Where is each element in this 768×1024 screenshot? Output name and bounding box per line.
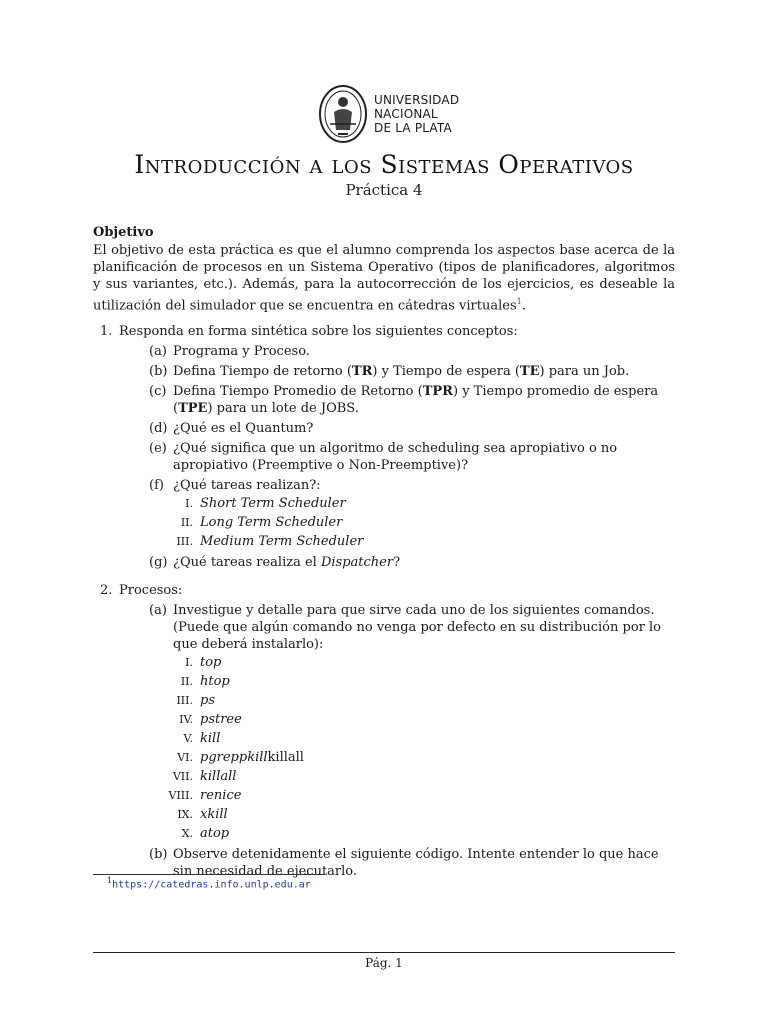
exercise-number: 2. [100,583,113,599]
roman-number: VII. [172,770,193,784]
objective-heading: Objetivo [93,225,154,240]
subitem-text-pre: Defina Tiempo Promedio de Retorno ( [173,384,423,400]
page-footer-divider [93,952,675,953]
term-dispatcher: Dispatcher [320,555,394,571]
subitem-1f [119,477,675,551]
exercise-number: 1. [100,324,113,340]
objective-paragraph [93,242,675,314]
exercise-text: Procesos: [119,583,183,599]
roman-number: II. [180,516,193,530]
footnote-link[interactable]: https://catedras.info.unlp.edu.ar [112,879,311,891]
objective-text: El objetivo de esta práctica es que el alumno comprenda los aspectos base acerca de la planificación de procesos en un Sistema Operativo (tipos de planificadores, algoritmos y sus variantes, etc.). Además, para la autocorrección de los ejercicios, es deseable la utilización del simulador que se encuentra en cátedras virtuales [93,243,675,314]
subitem-text: Programa y Proceso. [173,344,310,360]
roman-number: IV. [179,713,193,727]
subitem-label: (b) [149,364,168,380]
command-item [119,729,675,748]
command-item [119,748,675,767]
roman-number: III. [176,694,193,708]
command-item [119,653,675,672]
subitem-1e [119,440,675,474]
command-name: kill [200,731,221,747]
command-name: atop [200,826,230,842]
subitem-label: (e) [149,441,167,457]
footnote [107,876,311,890]
command-name: xkill [200,807,228,823]
command-name: top [200,655,222,671]
subitem-text-post: ? [393,555,401,571]
subitem-text-mid: ) y Tiempo de espera ( [372,364,520,380]
scheduler-item-3 [119,532,675,551]
footnote-mark: 1 [107,876,113,885]
footnote-divider [93,874,325,875]
subitem-label: (a) [149,603,167,619]
roman-number: IX. [177,808,193,822]
roman-number: II. [180,675,193,689]
document-subtitle: Práctica 4 [345,181,423,199]
logo-line-2: NACIONAL [374,107,438,121]
objective-text-end: . [521,298,526,314]
subitem-text: Observe detenidamente el siguiente código. Intente entender lo que hace sin necesidad de ejecutarlo. [173,847,659,880]
subitem-text: ¿Qué tareas realizan?: [173,478,321,494]
roman-number: X. [181,827,193,841]
command-item [119,805,675,824]
subitem-text: Investigue y detalle para que sirve cada uno de los siguientes comandos. (Puede que algún comando no venga por defecto en su distribución por lo que deberá instalarlo): [173,603,661,653]
roman-number: VIII. [168,789,193,803]
command-name: pstree [200,712,242,728]
subitem-label: (g) [149,555,168,571]
subitem-text-pre: ¿Qué tareas realiza el [173,555,321,571]
scheduler-name: Medium Term Scheduler [200,534,364,550]
subitem-1a [119,343,675,360]
command-name: pgreppkill [200,750,268,766]
command-name: ps [200,693,215,709]
subitem-label: (a) [149,344,167,360]
command-item [119,824,675,843]
logo-text [374,93,459,135]
scheduler-item-1 [119,494,675,513]
subitem-text-post: ) para un lote de JOBS. [207,401,359,417]
roman-number: VI. [177,751,193,765]
page-number: Pág. 1 [365,956,403,970]
subitem-label: (f) [149,478,164,494]
subitem-text-post: ) para un Job. [539,364,630,380]
subitem-1b [119,363,675,380]
roman-number: I. [185,497,193,511]
command-item [119,786,675,805]
term-tr: TR [351,364,373,380]
exercise-text: Responda en forma sintética sobre los siguientes conceptos: [119,324,518,340]
command-item [119,767,675,786]
roman-number: I. [185,656,193,670]
roman-number: V. [183,732,193,746]
subitem-text-pre: Defina Tiempo de retorno ( [173,364,352,380]
subitem-text: ¿Qué significa que un algoritmo de scheduling sea apropiativo o no apropiativo (Preemptive o Non-Preemptive)? [173,441,618,474]
subitem-text-mid: ) y Tiempo promedio de espera ( [173,384,659,417]
logo-line-1: UNIVERSIDAD [374,93,460,107]
subitem-2a [119,602,675,843]
subitem-1c [119,383,675,417]
command-extra: killall [267,750,304,766]
term-te: TE [519,364,540,380]
university-logo [318,84,459,144]
command-item [119,710,675,729]
subitem-label: (c) [149,384,167,400]
term-tpe: TPE [178,401,208,417]
command-name: killall [200,769,237,785]
exercise-1 [93,323,675,571]
logo-line-3: DE LA PLATA [374,121,452,135]
document-title: Introducción a los Sistemas Operativos [134,150,634,179]
command-name: renice [200,788,242,804]
university-seal-icon [318,84,368,144]
subitem-text: ¿Qué es el Quantum? [173,421,314,437]
command-list [119,653,675,843]
scheduler-name: Short Term Scheduler [200,496,346,512]
subitem-label: (b) [149,847,168,863]
scheduler-item-2 [119,513,675,532]
command-item [119,672,675,691]
exercise-list [93,323,675,880]
subitem-label: (d) [149,421,168,437]
term-tpr: TPR [422,384,453,400]
footnote-reference[interactable]: 1 [516,297,522,306]
scheduler-name: Long Term Scheduler [200,515,343,531]
subitem-1d [119,420,675,437]
document-body [93,224,675,886]
subitem-1g [119,554,675,571]
command-name: htop [200,674,230,690]
exercise-2 [93,582,675,880]
roman-number: III. [176,535,193,549]
command-item [119,691,675,710]
